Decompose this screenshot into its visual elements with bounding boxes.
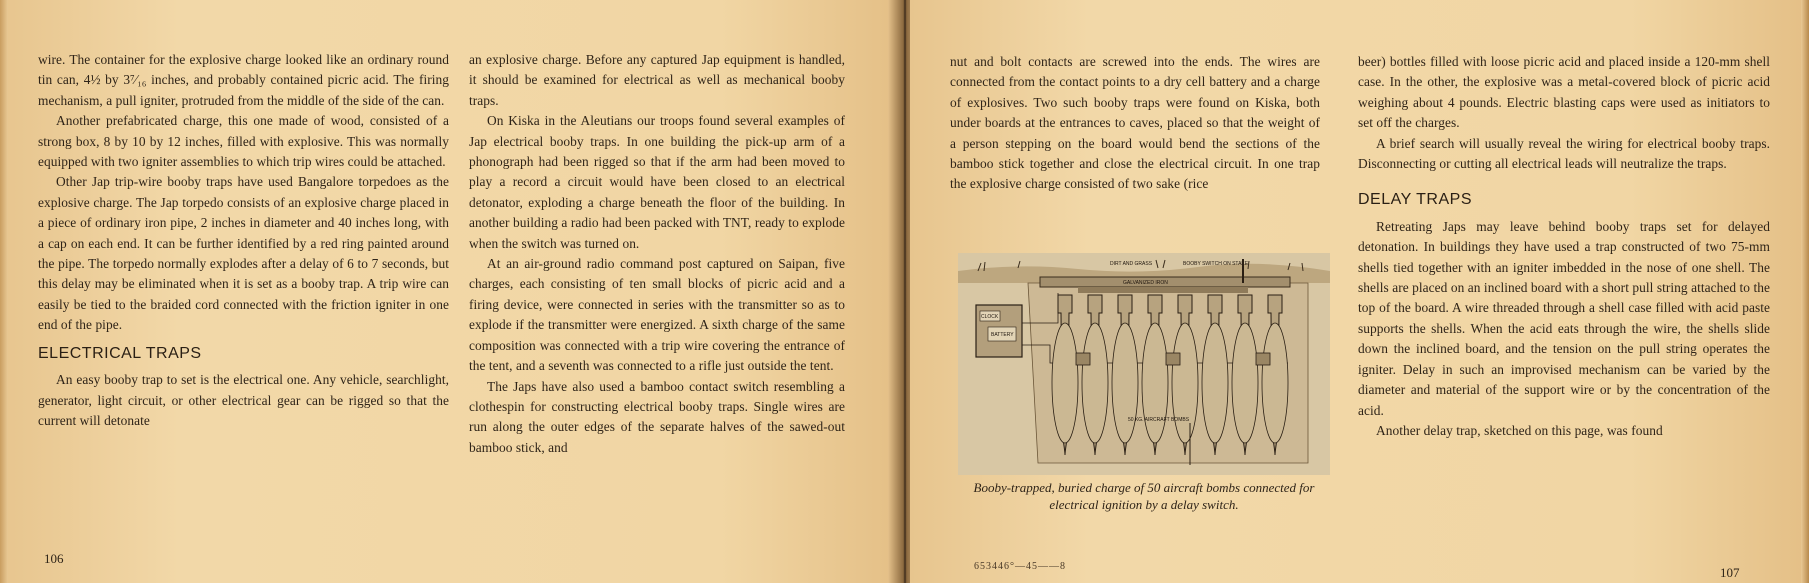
bomb-body	[1112, 323, 1138, 443]
paragraph: Other Jap trip-wire booby traps have used Bangalore torpedoes as the explosive charge. The Jap torpedo consists of an explosive charge placed in a piece of ordinary iron pipe, 2 inches in diameter and 40 inches long, with a cap on each end. It can be further identified by a red ring painted around the pipe. The torpedo normally explodes after a delay of 6 to 7 seconds, but this delay may be eliminated when it is set as a booby trap. A trip wire can easily be tied to the braided cord connected with the friction igniter in one end of the pipe.	[38, 174, 449, 333]
label-dirt-and-grass: DIRT AND GRASS	[1110, 261, 1153, 267]
section-heading-electrical-traps: ELECTRICAL TRAPS	[38, 344, 202, 362]
paragraph: At an air-ground radio command post captured on Saipan, five charges, each consisting of ten small blocks of picric acid and a firing device, were connected in series with the transmitter so as to explode if the transmitter were energized. A sixth charge of the same composition was connected with a trip wire covering the entrance of the tent, and a seventh was connected to a rifle just outside the tent.	[469, 256, 845, 374]
left-page	[0, 0, 900, 583]
paragraph: On Kiska in the Aleutians our troops found several examples of Jap electrical booby traps. In one building the pick-up arm of a phonograph had been rigged so that if the arm had been moved to play a record a circuit would have been closed to an electrical detonator, exploding a charge beneath the floor of the building. In another building a radio had been packed with TNT, ready to explode when the switch was turned on.	[469, 113, 845, 251]
page-number: 106	[44, 551, 64, 566]
left-page-column-1	[38, 50, 449, 431]
bomb-body	[1202, 323, 1228, 443]
bomb-body	[1262, 323, 1288, 443]
iron-plate-frame	[1078, 287, 1248, 293]
page-edge-left	[0, 0, 8, 583]
right-page-column-1	[950, 52, 1320, 195]
page-edge-right	[1801, 0, 1809, 583]
figure-caption: Booby-trapped, buried charge of 50 aircraft bombs connected for electrical ignition by a delay switch.	[973, 480, 1315, 512]
paragraph: A brief search will usually reveal the wiring for electrical booby traps. Disconnecting or cutting all electrical leads will neutralize the traps.	[1358, 135, 1770, 172]
figure-buried-charge	[958, 253, 1330, 525]
label-clock: CLOCK	[981, 314, 999, 320]
bomb-body	[1232, 323, 1258, 443]
paragraph: beer) bottles filled with loose picric acid and placed inside a 120-mm shell case. In the other, the explosive was a metal-covered block of picric acid weighing about 4 pounds. Electric blasting caps were used as initiators to set off the charges.	[1358, 54, 1770, 131]
bomb-body	[1142, 323, 1168, 443]
paragraph: Retreating Japs may leave behind booby traps set for delayed detonation. In buildings they have used a trap constructed of two 75-mm shells tied together with an igniter imbedded in the nose of one shell. The shells are placed on an inclined board with a short pull string attached to the top of the board. A wire threaded through a shell case filled with acid paste supports the shells. When the acid eats through the wire, the shells slide down the inclined board, and the tension on the pull string operates the igniter. Delay in such an improvised mechanism can be varied by the diameter and material of the support wire or by the concentration of the acid.	[1358, 218, 1770, 418]
detonator-box	[1166, 353, 1180, 365]
paragraph: an explosive charge. Before any captured Jap equipment is handled, it should be examined for electrical as well as mechanical booby traps.	[469, 52, 845, 108]
detonator-box	[1256, 353, 1270, 365]
paragraph: nut and bolt contacts are screwed into the ends. The wires are connected from the contact points to a dry cell battery and a charge of explosives. Two such booby traps were found on Kiska, both under boards at the entrances to caves, placed so that the weight of a person stepping on the board would bend the sections of the bamboo stick together and close the electrical circuit. In one trap the explosive charge consisted of two sake (rice	[950, 54, 1320, 192]
paragraph: An easy booby trap to set is the electrical one. Any vehicle, searchlight, generator, light circuit, or other electrical gear can be rigged so that the current will detonate	[38, 372, 449, 428]
right-page-column-2	[1358, 52, 1770, 441]
paragraph: wire. The container for the explosive charge looked like an ordinary round tin can, 4½ by 3⁷⁄₁₆ inches, and probably contained picric acid. The firing mechanism, a pull igniter, protruded from the middle of the side of the can.	[38, 52, 449, 108]
label-galvanized-iron: GALVANIZED IRON	[1123, 280, 1168, 286]
paragraph: Another delay trap, sketched on this page, was found	[1376, 422, 1663, 438]
buried-bomb-charge-illustration	[958, 253, 1330, 475]
bomb-body	[1082, 323, 1108, 443]
bomb-body	[1172, 323, 1198, 443]
detonator-box	[1076, 353, 1090, 365]
left-page-column-2	[469, 50, 845, 458]
label-battery: BATTERY	[991, 332, 1014, 338]
print-code: 653446°—45——8	[974, 561, 1066, 572]
label-aircraft-bombs: 50 KG. AIRCRAFT BOMBS	[1128, 417, 1190, 423]
paragraph: Another prefabricated charge, this one made of wood, consisted of a strong box, 8 by 10 by 12 inches, filled with explosive. This was normally equipped with two igniter assemblies to which trip wires could be attached.	[38, 113, 449, 170]
paragraph: The Japs have also used a bamboo contact switch resembling a clothespin for constructing electrical booby traps. Single wires are run along the outer edges of the separate halves of the sawed-out bamboo stick, and	[469, 378, 845, 455]
label-booby-switch: BOOBY SWITCH ON STAKE	[1183, 261, 1249, 267]
bomb-body	[1052, 323, 1078, 443]
section-heading-delay-traps: DELAY TRAPS	[1358, 191, 1472, 209]
page-number: 107	[1720, 565, 1740, 580]
